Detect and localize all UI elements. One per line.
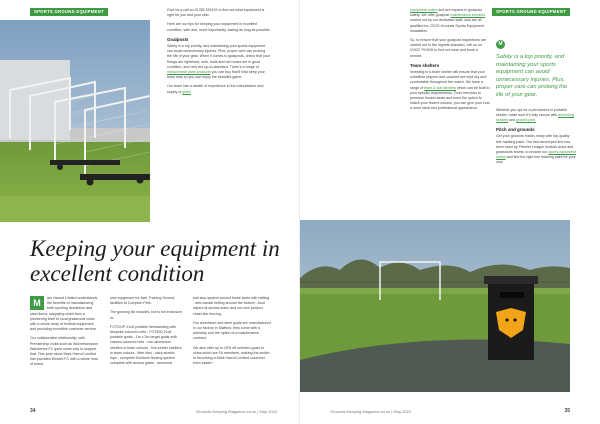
anchoring-sockets-link[interactable]: anchoring sockets <box>496 112 575 122</box>
left-top-column <box>167 8 271 99</box>
paragraph <box>167 44 271 80</box>
paragraph: FOTGOP 21x8 portable freestanding with bespoke coloured nets - FOT800 21x8 portable goals - 1m x 2m target goals with custom coloured nets - non-aluminium shelters in team colours - five-seater shelters in team colours - litter bins - sack stretch-tops - complete Dorstock fencing system complete with access gates - anchored <box>110 324 182 366</box>
body-column-2 <box>110 296 182 370</box>
pull-quote: Safety is a top priority, and maintaining your sports equipment can avoid unnecessary injuries. Plus, proper care can prolong the life of your gear. <box>496 54 568 98</box>
text-run: which can be built to your specific requirements. From benches to premium bucket seats and even the option to match your team's colours, you can give your club a more ideal and professional appearance. <box>410 85 490 111</box>
section-tag-left: SPORTS GROUND EQUIPMENT <box>30 8 108 16</box>
goals-photo-illustration <box>0 20 150 222</box>
paragraph: Our aluminium and steel goals are manufactured in our factory in Stafford, they come with a warranty and the option of a maintenance contract. <box>193 320 271 341</box>
brand-icon: M <box>496 40 505 49</box>
text-run: and find the right line marking paint for your club. <box>496 155 576 165</box>
body-column-1 <box>30 296 100 372</box>
text-run: Whether you opt for a permanent or portable shelter, make sure it's fully secure with <box>496 107 567 117</box>
paragraph <box>410 70 490 112</box>
replacement-parts-link[interactable]: replacement parts products <box>167 70 211 75</box>
section-tag-right: SPORTS GROUND EQUIPMENT <box>492 8 570 16</box>
text-run: ark Harrod Limited understands the benefits of manufacturing both sporting aluminium and steel items, supplying clubs from a pioneering level to local grassroots clubs with a whole array of football equipment, and providing incredible customer service. <box>30 296 98 332</box>
paragraph: The growing list includes, but is not exclusive to; <box>110 310 182 320</box>
paragraph <box>167 84 271 94</box>
pitch-photo <box>300 220 570 392</box>
pitch-photo-illustration <box>300 220 570 392</box>
team-shelters-link[interactable]: team & sub shelters <box>424 85 456 90</box>
text-run: and are experts in goalpost safety. We offer goalpost <box>410 8 482 18</box>
paragraph: We also offer up to 20% off selected goals to clubs which are FA members, making the switch to becoming a Mark Harrod Limited customer even easier! <box>193 345 270 366</box>
paragraph <box>30 296 100 332</box>
text-run: you can buy that'll help keep your team safe so you can enjoy the beautiful game. <box>167 70 265 80</box>
subheading-goalposts: Goalposts <box>167 36 189 42</box>
maintenance-services-link[interactable]: maintenance services <box>450 13 486 18</box>
text-run: and <box>509 117 516 122</box>
drop-cap: M <box>30 296 44 310</box>
folio-right <box>564 408 570 414</box>
paragraph: new equipment for their Training Ground facilities at Compton Park. <box>110 296 175 306</box>
text-run: Get your grounds match-ready with top-quality line marking paint. Our fast-developed line has been used by Premier League football clubs and grassroots teams, to browse our <box>496 134 574 154</box>
paragraph: ball stop system around these sides with netting - anti-vandal netting around the bottom - boot wipers at access sides and our new product chain-link fencing. <box>193 296 270 316</box>
text-run: Investing in a team shelter will ensure that your substitute players and coaches are kept dry and comfortable throughout the match. We have a range of <box>410 70 487 90</box>
text-run: Our team has a wealth of experience in the manufacture and supply of <box>167 84 264 94</box>
paragraph <box>496 134 576 165</box>
paragraph: Here are our tips for keeping your equipment in excellent condition, safe and, more importantly, lasting as long as possible. <box>167 22 271 32</box>
folio-left-text: Grounds Keeping Magazine.co.uk | May 2022 <box>196 409 278 414</box>
equipment-online-link[interactable]: equipment online <box>410 8 438 12</box>
sports-equipment-link[interactable]: sports equipment online <box>496 149 576 160</box>
text-run: carried out by our dedicated staff, who are all qualified for CSCS Grounds Sports Equipment Installation. <box>410 18 484 33</box>
goals-link[interactable]: goals <box>182 89 191 94</box>
paragraph <box>496 108 576 124</box>
paragraph: Give us a call on 01785 339191 to find out what equipment is right for you and your club. <box>167 8 265 18</box>
paragraph: Our collaborative relationship, with Premiership clubs such as Wolverhampton Wanderers FC goes some way to support that. This year alone Mark Harrod Limited has provided Wolves FC with a whole host of brand <box>30 336 99 367</box>
subheading-team-shelters: Team shelters <box>410 62 440 68</box>
right-page <box>300 0 600 424</box>
folio-right-text: Grounds Keeping Magazine.co.uk | May 2022 <box>330 409 412 414</box>
paragraph: So, to ensure that your goalpost inspections are carried out to the highest standard, call us on 01922 791939 to find out more and book a service. <box>410 38 487 58</box>
page-headline: Keeping your equipment in excellent condition <box>30 236 280 286</box>
folio-left <box>30 408 36 414</box>
ground-pins-link[interactable]: ground pins. <box>516 117 536 122</box>
goals-photo <box>0 20 150 222</box>
text-run: Safety is a top priority, and maintaining your sports equipment can avoid unnecessary injuries. Plus, proper care can prolong the life of your gear. When it comes to goalposts, check that your fixings are tightened, nuts, bolts and net hooks are in good condition, and nets are up-to-standard. There's a range of <box>167 44 271 69</box>
paragraph <box>410 8 490 34</box>
right-column-a <box>410 8 490 116</box>
page-number: 35 <box>564 408 570 414</box>
subheading-pitch: Pitch and grounds <box>496 127 535 133</box>
body-column-3 <box>193 296 271 370</box>
right-column-b <box>496 40 576 170</box>
page-number: 34 <box>30 408 36 414</box>
